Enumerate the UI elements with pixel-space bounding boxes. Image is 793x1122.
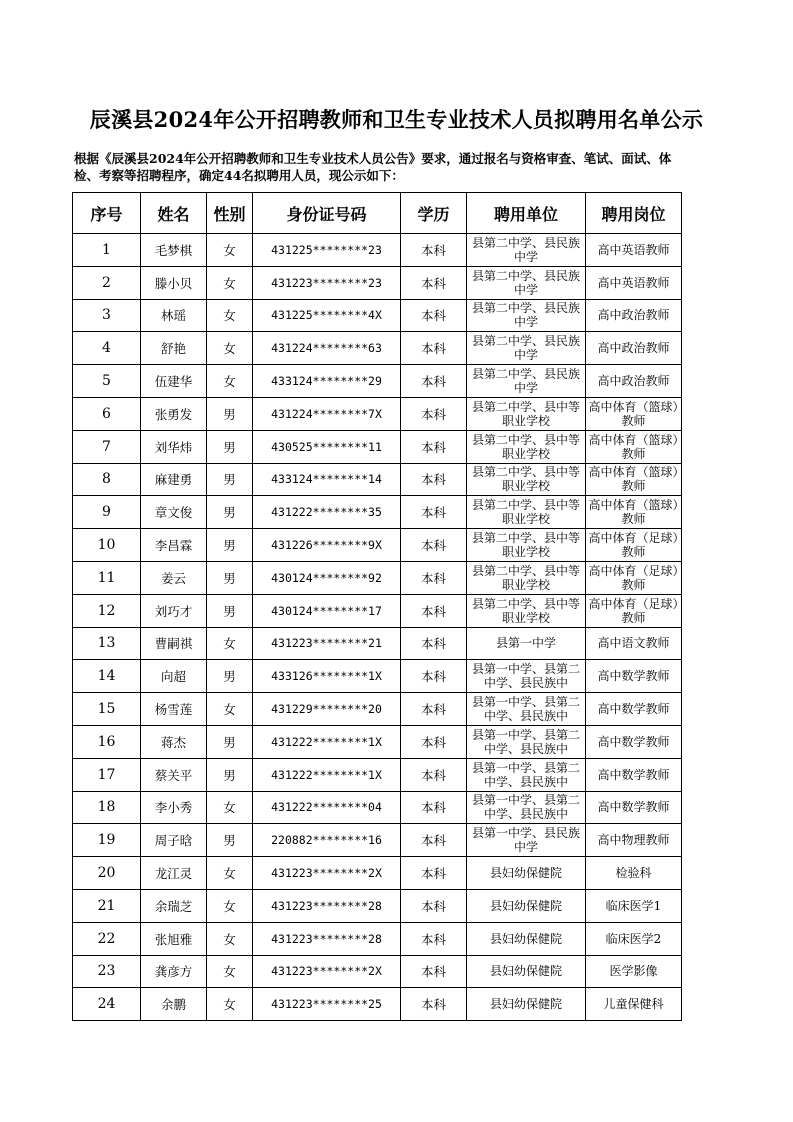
position-cell: 高中体育（足球）教师 — [586, 529, 682, 562]
employer-cell: 县第一中学、县第二中学、县民族中 — [467, 660, 586, 693]
education-cell: 本科 — [401, 791, 467, 824]
table-row — [73, 791, 682, 824]
table-row — [73, 561, 682, 594]
gender-cell: 男 — [207, 594, 253, 627]
education-cell: 本科 — [401, 299, 467, 332]
table-row — [73, 889, 682, 922]
id-number-cell: 431224********63 — [253, 332, 401, 365]
education-cell: 本科 — [401, 397, 467, 430]
name-cell: 张旭雅 — [141, 922, 207, 955]
id-number-cell: 431223********28 — [253, 889, 401, 922]
name-cell: 张勇发 — [141, 397, 207, 430]
id-number-cell: 431226********9X — [253, 529, 401, 562]
gender-cell: 女 — [207, 332, 253, 365]
table-row — [73, 365, 682, 398]
gender-cell: 男 — [207, 529, 253, 562]
name-cell: 滕小贝 — [141, 266, 207, 299]
gender-cell: 男 — [207, 725, 253, 758]
position-cell: 高中物理教师 — [586, 824, 682, 857]
header-cell: 性别 — [207, 193, 253, 234]
employer-cell: 县妇幼保健院 — [467, 857, 586, 890]
id-number-cell: 433124********14 — [253, 463, 401, 496]
education-cell: 本科 — [401, 660, 467, 693]
name-cell: 曹嗣祺 — [141, 627, 207, 660]
id-number-cell: 431222********04 — [253, 791, 401, 824]
gender-cell: 女 — [207, 889, 253, 922]
gender-cell: 女 — [207, 299, 253, 332]
table-row — [73, 857, 682, 890]
position-cell: 高中数学教师 — [586, 693, 682, 726]
name-cell: 林瑶 — [141, 299, 207, 332]
employer-cell: 县第二中学、县民族中学 — [467, 365, 586, 398]
position-cell: 高中体育（足球）教师 — [586, 561, 682, 594]
row-number: 17 — [73, 758, 141, 791]
table-row — [73, 266, 682, 299]
education-cell: 本科 — [401, 627, 467, 660]
position-cell: 高中数学教师 — [586, 725, 682, 758]
position-cell: 儿童保健科 — [586, 988, 682, 1021]
row-number: 3 — [73, 299, 141, 332]
employer-cell: 县妇幼保健院 — [467, 988, 586, 1021]
employer-cell: 县第二中学、县中等职业学校 — [467, 594, 586, 627]
employer-cell: 县第二中学、县民族中学 — [467, 299, 586, 332]
position-cell: 临床医学2 — [586, 922, 682, 955]
id-number-cell: 431224********7X — [253, 397, 401, 430]
name-cell: 杨雪莲 — [141, 693, 207, 726]
education-cell: 本科 — [401, 463, 467, 496]
name-cell: 麻建勇 — [141, 463, 207, 496]
education-cell: 本科 — [401, 693, 467, 726]
name-cell: 刘华炜 — [141, 430, 207, 463]
employer-cell: 县第一中学、县第二中学、县民族中 — [467, 693, 586, 726]
row-number: 19 — [73, 824, 141, 857]
education-cell: 本科 — [401, 725, 467, 758]
position-cell: 高中英语教师 — [586, 266, 682, 299]
gender-cell: 男 — [207, 660, 253, 693]
employer-cell: 县第一中学、县第二中学、县民族中 — [467, 758, 586, 791]
education-cell: 本科 — [401, 857, 467, 890]
id-number-cell: 430124********92 — [253, 561, 401, 594]
row-number: 24 — [73, 988, 141, 1021]
id-number-cell: 430124********17 — [253, 594, 401, 627]
intro-paragraph: 根据《辰溪县2024年公开招聘教师和卫生专业技术人员公告》要求，通过报名与资格审查、笔试、面试、体检、考察等招聘程序，确定44名拟聘用人员，现公示如下： — [74, 151, 672, 183]
employer-cell: 县妇幼保健院 — [467, 955, 586, 988]
id-number-cell: 220882********16 — [253, 824, 401, 857]
id-number-cell: 430525********11 — [253, 430, 401, 463]
education-cell: 本科 — [401, 922, 467, 955]
gender-cell: 男 — [207, 758, 253, 791]
row-number: 21 — [73, 889, 141, 922]
gender-cell: 女 — [207, 922, 253, 955]
id-number-cell: 431223********25 — [253, 988, 401, 1021]
page-title: 辰溪县2024年公开招聘教师和卫生专业技术人员拟聘用名单公示 — [89, 107, 704, 132]
table-row — [73, 725, 682, 758]
employer-cell: 县妇幼保健院 — [467, 889, 586, 922]
employer-cell: 县第二中学、县中等职业学校 — [467, 496, 586, 529]
row-number: 20 — [73, 857, 141, 890]
row-number: 14 — [73, 660, 141, 693]
gender-cell: 女 — [207, 857, 253, 890]
employer-cell: 县第二中学、县中等职业学校 — [467, 463, 586, 496]
gender-cell: 男 — [207, 496, 253, 529]
row-number: 2 — [73, 266, 141, 299]
gender-cell: 女 — [207, 988, 253, 1021]
table-row — [73, 758, 682, 791]
row-number: 11 — [73, 561, 141, 594]
row-number: 12 — [73, 594, 141, 627]
position-cell: 高中体育（足球）教师 — [586, 594, 682, 627]
id-number-cell: 431223********21 — [253, 627, 401, 660]
id-number-cell: 431225********23 — [253, 234, 401, 267]
row-number: 5 — [73, 365, 141, 398]
name-cell: 龚彦方 — [141, 955, 207, 988]
name-cell: 姜云 — [141, 561, 207, 594]
gender-cell: 女 — [207, 955, 253, 988]
table-row — [73, 496, 682, 529]
table-row — [73, 299, 682, 332]
table-row — [73, 627, 682, 660]
hire-list-table — [72, 192, 682, 1021]
gender-cell: 女 — [207, 234, 253, 267]
id-number-cell: 433126********1X — [253, 660, 401, 693]
employer-cell: 县第二中学、县中等职业学校 — [467, 529, 586, 562]
position-cell: 检验科 — [586, 857, 682, 890]
table-row — [73, 693, 682, 726]
position-cell: 高中政治教师 — [586, 299, 682, 332]
table-row — [73, 594, 682, 627]
employer-cell: 县第二中学、县民族中学 — [467, 332, 586, 365]
education-cell: 本科 — [401, 496, 467, 529]
education-cell: 本科 — [401, 430, 467, 463]
name-cell: 毛梦棋 — [141, 234, 207, 267]
name-cell: 余瑞芝 — [141, 889, 207, 922]
position-cell: 高中体育（篮球）教师 — [586, 496, 682, 529]
row-number: 4 — [73, 332, 141, 365]
id-number-cell: 431222********1X — [253, 758, 401, 791]
id-number-cell: 431223********2X — [253, 955, 401, 988]
position-cell: 临床医学1 — [586, 889, 682, 922]
row-number: 23 — [73, 955, 141, 988]
table-row — [73, 234, 682, 267]
row-number: 10 — [73, 529, 141, 562]
id-number-cell: 431229********20 — [253, 693, 401, 726]
name-cell: 舒艳 — [141, 332, 207, 365]
row-number: 7 — [73, 430, 141, 463]
gender-cell: 女 — [207, 693, 253, 726]
position-cell: 高中英语教师 — [586, 234, 682, 267]
id-number-cell: 431222********35 — [253, 496, 401, 529]
position-cell: 高中政治教师 — [586, 365, 682, 398]
header-cell: 聘用单位 — [467, 193, 586, 234]
gender-cell: 男 — [207, 463, 253, 496]
header-cell: 聘用岗位 — [586, 193, 682, 234]
row-number: 8 — [73, 463, 141, 496]
name-cell: 龙江灵 — [141, 857, 207, 890]
gender-cell: 女 — [207, 627, 253, 660]
name-cell: 向超 — [141, 660, 207, 693]
header-cell: 姓名 — [141, 193, 207, 234]
row-number: 16 — [73, 725, 141, 758]
education-cell: 本科 — [401, 758, 467, 791]
employer-cell: 县第一中学 — [467, 627, 586, 660]
position-cell: 高中语文教师 — [586, 627, 682, 660]
name-cell: 刘巧才 — [141, 594, 207, 627]
row-number: 18 — [73, 791, 141, 824]
education-cell: 本科 — [401, 332, 467, 365]
employer-cell: 县第二中学、县中等职业学校 — [467, 397, 586, 430]
gender-cell: 女 — [207, 266, 253, 299]
name-cell: 章文俊 — [141, 496, 207, 529]
gender-cell: 男 — [207, 397, 253, 430]
name-cell: 伍建华 — [141, 365, 207, 398]
table-row — [73, 430, 682, 463]
name-cell: 余鹏 — [141, 988, 207, 1021]
education-cell: 本科 — [401, 365, 467, 398]
header-cell: 序号 — [73, 193, 141, 234]
row-number: 1 — [73, 234, 141, 267]
education-cell: 本科 — [401, 234, 467, 267]
education-cell: 本科 — [401, 529, 467, 562]
position-cell: 高中数学教师 — [586, 660, 682, 693]
employer-cell: 县第二中学、县中等职业学校 — [467, 561, 586, 594]
employer-cell: 县妇幼保健院 — [467, 922, 586, 955]
employer-cell: 县第二中学、县民族中学 — [467, 234, 586, 267]
name-cell: 周子晗 — [141, 824, 207, 857]
position-cell: 高中体育（篮球）教师 — [586, 397, 682, 430]
id-number-cell: 431223********23 — [253, 266, 401, 299]
table-header-row — [73, 193, 682, 234]
table-row — [73, 529, 682, 562]
position-cell: 医学影像 — [586, 955, 682, 988]
position-cell: 高中体育（篮球）教师 — [586, 430, 682, 463]
row-number: 15 — [73, 693, 141, 726]
position-cell: 高中数学教师 — [586, 758, 682, 791]
employer-cell: 县第一中学、县第二中学、县民族中 — [467, 791, 586, 824]
position-cell: 高中数学教师 — [586, 791, 682, 824]
header-cell: 身份证号码 — [253, 193, 401, 234]
position-cell: 高中政治教师 — [586, 332, 682, 365]
education-cell: 本科 — [401, 988, 467, 1021]
header-cell: 学历 — [401, 193, 467, 234]
gender-cell: 男 — [207, 561, 253, 594]
table-row — [73, 463, 682, 496]
employer-cell: 县第二中学、县民族中学 — [467, 266, 586, 299]
education-cell: 本科 — [401, 889, 467, 922]
education-cell: 本科 — [401, 594, 467, 627]
employer-cell: 县第二中学、县中等职业学校 — [467, 430, 586, 463]
row-number: 13 — [73, 627, 141, 660]
name-cell: 蒋杰 — [141, 725, 207, 758]
education-cell: 本科 — [401, 561, 467, 594]
name-cell: 蔡关平 — [141, 758, 207, 791]
table-row — [73, 922, 682, 955]
table-row — [73, 824, 682, 857]
gender-cell: 男 — [207, 430, 253, 463]
employer-cell: 县第一中学、县民族中学 — [467, 824, 586, 857]
table-row — [73, 660, 682, 693]
education-cell: 本科 — [401, 955, 467, 988]
id-number-cell: 431222********1X — [253, 725, 401, 758]
row-number: 6 — [73, 397, 141, 430]
row-number: 22 — [73, 922, 141, 955]
id-number-cell: 431223********2X — [253, 857, 401, 890]
position-cell: 高中体育（篮球）教师 — [586, 463, 682, 496]
gender-cell: 男 — [207, 824, 253, 857]
id-number-cell: 431225********4X — [253, 299, 401, 332]
education-cell: 本科 — [401, 824, 467, 857]
table-row — [73, 955, 682, 988]
table-row — [73, 988, 682, 1021]
education-cell: 本科 — [401, 266, 467, 299]
id-number-cell: 433124********29 — [253, 365, 401, 398]
id-number-cell: 431223********28 — [253, 922, 401, 955]
table-row — [73, 397, 682, 430]
name-cell: 李小秀 — [141, 791, 207, 824]
gender-cell: 女 — [207, 365, 253, 398]
employer-cell: 县第一中学、县第二中学、县民族中 — [467, 725, 586, 758]
gender-cell: 女 — [207, 791, 253, 824]
row-number: 9 — [73, 496, 141, 529]
name-cell: 李昌霖 — [141, 529, 207, 562]
table-row — [73, 332, 682, 365]
